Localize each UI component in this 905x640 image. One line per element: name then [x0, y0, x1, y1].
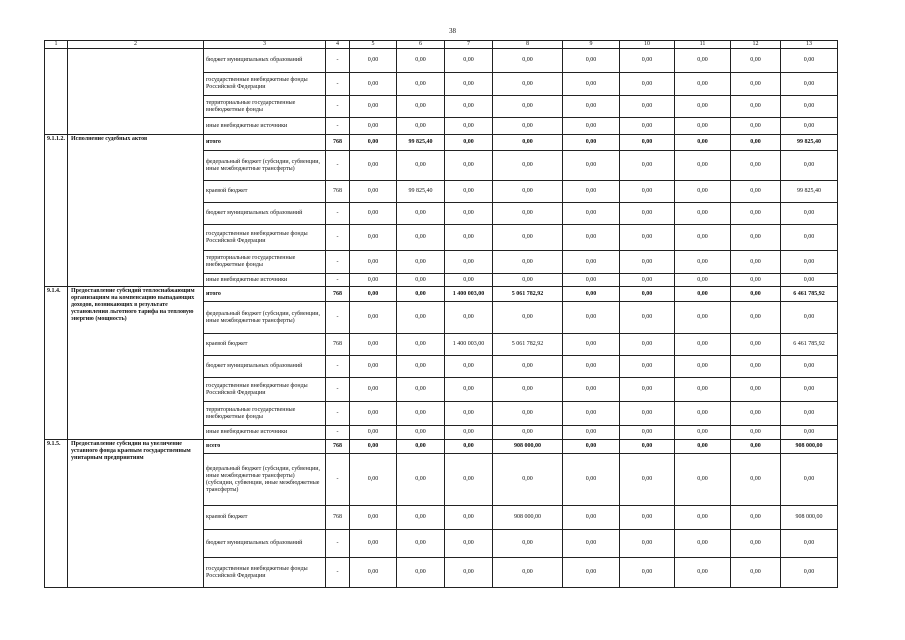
funding-source: территориальные государственные внебюджетные фонды: [204, 402, 326, 426]
expense-code: -: [326, 96, 350, 118]
expense-code: -: [326, 251, 350, 274]
amount-cell: 0,00: [397, 334, 445, 356]
amount-cell: 0,00: [675, 151, 731, 181]
table-row: [45, 440, 838, 454]
amount-cell: 0,00: [397, 287, 445, 302]
amount-cell: 0,00: [563, 454, 620, 506]
expense-code: -: [326, 426, 350, 440]
table-row: [45, 287, 838, 302]
amount-cell: 0,00: [563, 402, 620, 426]
amount-cell: 0,00: [781, 274, 838, 287]
expense-code: -: [326, 203, 350, 225]
amount-cell: 0,00: [731, 440, 781, 454]
amount-cell: 0,00: [350, 96, 397, 118]
amount-cell: 0,00: [620, 440, 675, 454]
amount-cell: 0,00: [781, 49, 838, 73]
amount-cell: 0,00: [445, 203, 493, 225]
amount-cell: 0,00: [493, 302, 563, 334]
amount-cell: 0,00: [563, 506, 620, 530]
amount-cell: 0,00: [563, 96, 620, 118]
amount-cell: 0,00: [731, 251, 781, 274]
funding-source: итого: [204, 135, 326, 151]
amount-cell: 0,00: [620, 454, 675, 506]
expense-code: -: [326, 118, 350, 135]
expense-code: -: [326, 73, 350, 96]
amount-cell: 0,00: [350, 181, 397, 203]
amount-cell: 0,00: [675, 334, 731, 356]
table-row: [45, 49, 838, 73]
amount-cell: 0,00: [731, 118, 781, 135]
column-number-4: 4: [326, 41, 350, 49]
amount-cell: 0,00: [445, 181, 493, 203]
amount-cell: 0,00: [445, 378, 493, 402]
amount-cell: 5 061 782,92: [493, 334, 563, 356]
amount-cell: 0,00: [563, 181, 620, 203]
amount-cell: 0,00: [781, 251, 838, 274]
amount-cell: 0,00: [563, 302, 620, 334]
expense-code: -: [326, 49, 350, 73]
column-number-header: [45, 41, 838, 49]
amount-cell: 0,00: [445, 118, 493, 135]
item-name: [68, 49, 204, 135]
amount-cell: 0,00: [675, 402, 731, 426]
amount-cell: 0,00: [781, 530, 838, 558]
expense-code: -: [326, 225, 350, 251]
expense-code: 768: [326, 440, 350, 454]
amount-cell: 908 000,00: [781, 440, 838, 454]
column-number-6: 6: [397, 41, 445, 49]
amount-cell: 0,00: [731, 506, 781, 530]
amount-cell: 0,00: [445, 440, 493, 454]
amount-cell: 0,00: [445, 135, 493, 151]
amount-cell: 0,00: [350, 334, 397, 356]
expense-code: -: [326, 274, 350, 287]
expense-code: -: [326, 151, 350, 181]
amount-cell: 0,00: [445, 274, 493, 287]
amount-cell: 0,00: [493, 426, 563, 440]
expense-code: 768: [326, 287, 350, 302]
amount-cell: 99 825,40: [397, 181, 445, 203]
amount-cell: 0,00: [675, 203, 731, 225]
amount-cell: 0,00: [675, 378, 731, 402]
funding-source: государственные внебюджетные фонды Российской Федерации: [204, 73, 326, 96]
column-number-12: 12: [731, 41, 781, 49]
amount-cell: 0,00: [445, 356, 493, 378]
funding-source: иные внебюджетные источники: [204, 426, 326, 440]
amount-cell: 0,00: [675, 530, 731, 558]
amount-cell: 0,00: [350, 356, 397, 378]
amount-cell: 0,00: [350, 530, 397, 558]
amount-cell: 908 000,00: [781, 506, 838, 530]
column-number-11: 11: [675, 41, 731, 49]
amount-cell: 0,00: [675, 251, 731, 274]
amount-cell: 0,00: [781, 118, 838, 135]
amount-cell: 0,00: [731, 151, 781, 181]
expense-code: -: [326, 454, 350, 506]
amount-cell: 0,00: [563, 378, 620, 402]
amount-cell: 0,00: [781, 73, 838, 96]
amount-cell: 0,00: [445, 558, 493, 588]
amount-cell: 0,00: [563, 558, 620, 588]
table-body: [45, 49, 838, 588]
amount-cell: 0,00: [350, 506, 397, 530]
amount-cell: 0,00: [493, 73, 563, 96]
amount-cell: 0,00: [563, 118, 620, 135]
amount-cell: 0,00: [781, 151, 838, 181]
amount-cell: 1 400 003,00: [445, 287, 493, 302]
amount-cell: 0,00: [397, 96, 445, 118]
amount-cell: 0,00: [350, 73, 397, 96]
amount-cell: 0,00: [397, 558, 445, 588]
funding-source: федеральный бюджет (субсидии, субвенции, иные межбюджетные трансферты): [204, 151, 326, 181]
amount-cell: 0,00: [620, 203, 675, 225]
column-number-2: 2: [68, 41, 204, 49]
amount-cell: 0,00: [731, 402, 781, 426]
amount-cell: 0,00: [620, 181, 675, 203]
amount-cell: 0,00: [731, 558, 781, 588]
amount-cell: 0,00: [731, 225, 781, 251]
amount-cell: 0,00: [781, 203, 838, 225]
funding-source: иные внебюджетные источники: [204, 118, 326, 135]
amount-cell: 0,00: [350, 302, 397, 334]
amount-cell: 0,00: [781, 558, 838, 588]
amount-cell: 0,00: [493, 454, 563, 506]
amount-cell: 0,00: [731, 181, 781, 203]
amount-cell: 0,00: [620, 251, 675, 274]
amount-cell: 0,00: [620, 402, 675, 426]
item-code: 9.1.1.2.: [45, 135, 68, 287]
funding-source: иные внебюджетные источники: [204, 274, 326, 287]
amount-cell: 0,00: [445, 96, 493, 118]
amount-cell: 0,00: [397, 426, 445, 440]
amount-cell: 0,00: [493, 118, 563, 135]
amount-cell: 0,00: [675, 274, 731, 287]
expense-code: -: [326, 378, 350, 402]
funding-source: бюджет муниципальных образований: [204, 530, 326, 558]
funding-source: бюджет муниципальных образований: [204, 203, 326, 225]
funding-source: территориальные государственные внебюджетные фонды: [204, 96, 326, 118]
amount-cell: 0,00: [493, 181, 563, 203]
amount-cell: 0,00: [675, 135, 731, 151]
amount-cell: 0,00: [620, 96, 675, 118]
item-code: 9.1.4.: [45, 287, 68, 440]
amount-cell: 0,00: [563, 49, 620, 73]
amount-cell: 0,00: [445, 251, 493, 274]
amount-cell: 0,00: [397, 302, 445, 334]
amount-cell: 0,00: [731, 274, 781, 287]
amount-cell: 0,00: [493, 135, 563, 151]
amount-cell: 0,00: [445, 73, 493, 96]
amount-cell: 6 461 785,92: [781, 287, 838, 302]
amount-cell: 0,00: [493, 356, 563, 378]
amount-cell: 0,00: [445, 49, 493, 73]
expense-code: 768: [326, 506, 350, 530]
amount-cell: 6 461 785,92: [781, 334, 838, 356]
amount-cell: 0,00: [350, 558, 397, 588]
amount-cell: 0,00: [675, 454, 731, 506]
amount-cell: 0,00: [350, 151, 397, 181]
amount-cell: 0,00: [675, 49, 731, 73]
item-code: 9.1.5.: [45, 440, 68, 588]
amount-cell: 99 825,40: [781, 181, 838, 203]
expense-code: -: [326, 530, 350, 558]
amount-cell: 0,00: [350, 118, 397, 135]
amount-cell: 0,00: [620, 558, 675, 588]
amount-cell: 0,00: [397, 274, 445, 287]
amount-cell: 0,00: [350, 49, 397, 73]
amount-cell: 0,00: [563, 334, 620, 356]
amount-cell: 0,00: [397, 203, 445, 225]
amount-cell: 0,00: [781, 426, 838, 440]
amount-cell: 0,00: [731, 135, 781, 151]
amount-cell: 99 825,40: [397, 135, 445, 151]
funding-source: итого: [204, 287, 326, 302]
amount-cell: 0,00: [731, 287, 781, 302]
amount-cell: 0,00: [350, 225, 397, 251]
expense-code: -: [326, 356, 350, 378]
amount-cell: 0,00: [731, 378, 781, 402]
amount-cell: 0,00: [350, 287, 397, 302]
amount-cell: 0,00: [397, 118, 445, 135]
amount-cell: 0,00: [445, 426, 493, 440]
item-name: Предоставление субсидий теплоснабжающим организациям на компенсацию выпадающих доходов, возникающих в результате установления льготного тарифа на тепловую энергию (мощность): [68, 287, 204, 440]
column-number-13: 13: [781, 41, 838, 49]
amount-cell: 0,00: [781, 302, 838, 334]
expense-code: -: [326, 558, 350, 588]
amount-cell: 0,00: [350, 274, 397, 287]
column-number-5: 5: [350, 41, 397, 49]
amount-cell: 0,00: [563, 530, 620, 558]
amount-cell: 0,00: [445, 402, 493, 426]
amount-cell: 1 400 003,00: [445, 334, 493, 356]
funding-source: краевой бюджет: [204, 506, 326, 530]
amount-cell: 0,00: [350, 378, 397, 402]
amount-cell: 0,00: [620, 356, 675, 378]
amount-cell: 0,00: [397, 251, 445, 274]
funding-source: всего: [204, 440, 326, 454]
amount-cell: 0,00: [781, 96, 838, 118]
amount-cell: 99 825,40: [781, 135, 838, 151]
amount-cell: 0,00: [620, 378, 675, 402]
amount-cell: 0,00: [397, 356, 445, 378]
amount-cell: 0,00: [675, 440, 731, 454]
column-number-3: 3: [204, 41, 326, 49]
amount-cell: 0,00: [493, 151, 563, 181]
funding-source: федеральный бюджет (субсидии, субвенции, иные межбюджетные трансферты): [204, 302, 326, 334]
amount-cell: 0,00: [731, 334, 781, 356]
amount-cell: 0,00: [493, 530, 563, 558]
amount-cell: 0,00: [493, 203, 563, 225]
amount-cell: 0,00: [563, 356, 620, 378]
amount-cell: 0,00: [563, 151, 620, 181]
amount-cell: 0,00: [620, 302, 675, 334]
table-row: [45, 135, 838, 151]
amount-cell: 0,00: [675, 73, 731, 96]
amount-cell: 0,00: [731, 530, 781, 558]
amount-cell: 0,00: [620, 287, 675, 302]
amount-cell: 0,00: [781, 454, 838, 506]
amount-cell: 0,00: [675, 225, 731, 251]
amount-cell: 0,00: [675, 506, 731, 530]
amount-cell: 0,00: [397, 402, 445, 426]
amount-cell: 0,00: [731, 426, 781, 440]
amount-cell: 0,00: [350, 440, 397, 454]
amount-cell: 0,00: [493, 225, 563, 251]
amount-cell: 0,00: [445, 151, 493, 181]
amount-cell: 0,00: [620, 530, 675, 558]
amount-cell: 0,00: [781, 378, 838, 402]
column-number-9: 9: [563, 41, 620, 49]
amount-cell: 0,00: [781, 402, 838, 426]
amount-cell: 0,00: [563, 426, 620, 440]
amount-cell: 0,00: [350, 135, 397, 151]
amount-cell: 0,00: [493, 251, 563, 274]
amount-cell: 0,00: [620, 274, 675, 287]
amount-cell: 0,00: [620, 426, 675, 440]
amount-cell: 0,00: [445, 530, 493, 558]
amount-cell: 0,00: [675, 118, 731, 135]
funding-source: государственные внебюджетные фонды Российской Федерации: [204, 378, 326, 402]
budget-table: [44, 40, 838, 588]
amount-cell: 908 000,00: [493, 506, 563, 530]
amount-cell: 0,00: [731, 356, 781, 378]
funding-source: краевой бюджет: [204, 334, 326, 356]
amount-cell: 0,00: [620, 49, 675, 73]
amount-cell: 0,00: [350, 402, 397, 426]
amount-cell: 0,00: [397, 378, 445, 402]
amount-cell: 0,00: [620, 135, 675, 151]
amount-cell: 0,00: [563, 251, 620, 274]
funding-source: государственные внебюджетные фонды Российской Федерации: [204, 225, 326, 251]
amount-cell: 0,00: [563, 274, 620, 287]
amount-cell: 0,00: [445, 225, 493, 251]
funding-source: бюджет муниципальных образований: [204, 356, 326, 378]
amount-cell: 0,00: [397, 49, 445, 73]
amount-cell: 0,00: [731, 49, 781, 73]
funding-source: государственные внебюджетные фонды Российской Федерации: [204, 558, 326, 588]
amount-cell: 0,00: [563, 135, 620, 151]
amount-cell: 0,00: [675, 426, 731, 440]
amount-cell: 0,00: [731, 302, 781, 334]
page-number: 38: [449, 27, 456, 35]
amount-cell: 0,00: [350, 454, 397, 506]
item-name: Исполнение судебных актов: [68, 135, 204, 287]
amount-cell: 0,00: [493, 378, 563, 402]
expense-code: 768: [326, 334, 350, 356]
expense-code: 768: [326, 181, 350, 203]
amount-cell: 0,00: [397, 440, 445, 454]
amount-cell: 0,00: [675, 287, 731, 302]
amount-cell: 0,00: [563, 225, 620, 251]
amount-cell: 0,00: [675, 356, 731, 378]
amount-cell: 0,00: [675, 181, 731, 203]
amount-cell: 0,00: [350, 251, 397, 274]
amount-cell: 0,00: [397, 530, 445, 558]
column-number-10: 10: [620, 41, 675, 49]
amount-cell: 0,00: [350, 426, 397, 440]
amount-cell: 0,00: [493, 558, 563, 588]
funding-source: территориальные государственные внебюджетные фонды: [204, 251, 326, 274]
amount-cell: 0,00: [731, 96, 781, 118]
amount-cell: 0,00: [445, 506, 493, 530]
amount-cell: 0,00: [445, 454, 493, 506]
amount-cell: 0,00: [397, 225, 445, 251]
amount-cell: 5 061 782,92: [493, 287, 563, 302]
amount-cell: 0,00: [620, 73, 675, 96]
amount-cell: 0,00: [781, 225, 838, 251]
amount-cell: 0,00: [620, 506, 675, 530]
expense-code: -: [326, 302, 350, 334]
amount-cell: 0,00: [675, 558, 731, 588]
item-name: Предоставление субсидии на увеличение уставного фонда краевым государственным унитарным предприятиям: [68, 440, 204, 588]
expense-code: -: [326, 402, 350, 426]
expense-code: 768: [326, 135, 350, 151]
amount-cell: 0,00: [731, 454, 781, 506]
amount-cell: 0,00: [397, 151, 445, 181]
amount-cell: 0,00: [493, 402, 563, 426]
amount-cell: 0,00: [620, 151, 675, 181]
amount-cell: 0,00: [493, 49, 563, 73]
amount-cell: 908 000,00: [493, 440, 563, 454]
amount-cell: 0,00: [397, 73, 445, 96]
funding-source: краевой бюджет: [204, 181, 326, 203]
amount-cell: 0,00: [563, 203, 620, 225]
amount-cell: 0,00: [563, 440, 620, 454]
column-number-7: 7: [445, 41, 493, 49]
amount-cell: 0,00: [781, 356, 838, 378]
funding-source: федеральный бюджет (субсидии, субвенции, иные межбюджетные трансферты) (субсидии, субвенции, иные межбюджетные трансферты): [204, 454, 326, 506]
amount-cell: 0,00: [445, 302, 493, 334]
amount-cell: 0,00: [493, 274, 563, 287]
amount-cell: 0,00: [675, 302, 731, 334]
amount-cell: 0,00: [563, 73, 620, 96]
amount-cell: 0,00: [675, 96, 731, 118]
amount-cell: 0,00: [397, 454, 445, 506]
amount-cell: 0,00: [731, 73, 781, 96]
amount-cell: 0,00: [397, 506, 445, 530]
amount-cell: 0,00: [620, 225, 675, 251]
column-number-8: 8: [493, 41, 563, 49]
column-number-1: 1: [45, 41, 68, 49]
item-code: [45, 49, 68, 135]
amount-cell: 0,00: [620, 118, 675, 135]
amount-cell: 0,00: [350, 203, 397, 225]
amount-cell: 0,00: [731, 203, 781, 225]
amount-cell: 0,00: [563, 287, 620, 302]
funding-source: бюджет муниципальных образований: [204, 49, 326, 73]
amount-cell: 0,00: [620, 334, 675, 356]
amount-cell: 0,00: [493, 96, 563, 118]
